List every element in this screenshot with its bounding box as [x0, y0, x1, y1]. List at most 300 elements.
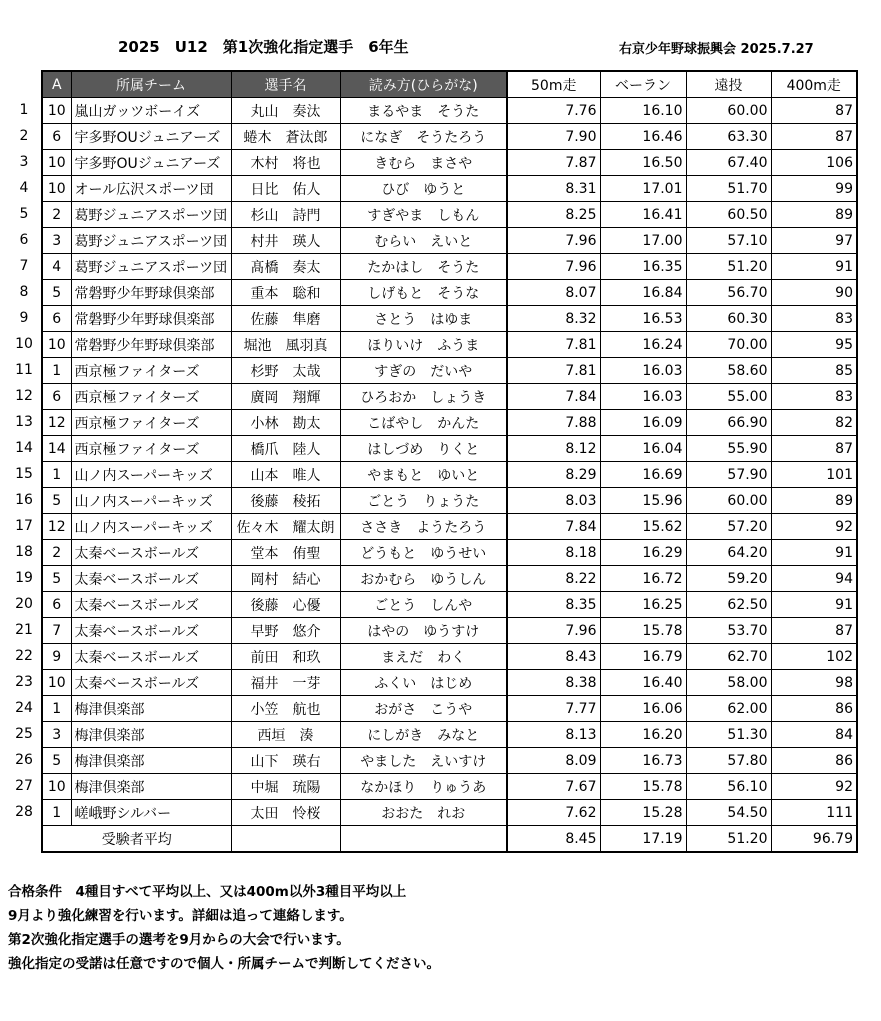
cell-long-throw: 60.50 [686, 202, 771, 228]
cell-player-name: 山本 唯人 [231, 462, 340, 488]
cell-50m: 7.87 [507, 150, 600, 176]
table-row [42, 410, 857, 436]
row-number: 16 [15, 492, 33, 508]
cell-50m: 7.77 [507, 696, 600, 722]
cell-long-throw: 54.50 [686, 800, 771, 826]
cell-team: 嵐山ガッツボーイズ [71, 98, 231, 124]
cell-base-running: 15.78 [600, 618, 686, 644]
cell-player-name: 丸山 奏汰 [231, 98, 340, 124]
cell-base-running: 16.03 [600, 358, 686, 384]
cell-50m: 7.88 [507, 410, 600, 436]
cell-400m: 90 [771, 280, 857, 306]
table-row [42, 540, 857, 566]
row-number: 12 [15, 388, 33, 404]
cell-400m: 91 [771, 540, 857, 566]
cell-long-throw: 60.30 [686, 306, 771, 332]
cell-long-throw: 60.00 [686, 488, 771, 514]
row-number: 17 [15, 518, 33, 534]
cell-player-name: 早野 悠介 [231, 618, 340, 644]
cell-50m: 7.84 [507, 514, 600, 540]
cell-400m: 102 [771, 644, 857, 670]
cell-50m: 7.76 [507, 98, 600, 124]
cell-reading: まるやま そうた [340, 98, 507, 124]
table-row [42, 566, 857, 592]
cell-team: 梅津倶楽部 [71, 748, 231, 774]
average-row [42, 826, 857, 853]
row-number: 27 [15, 778, 33, 794]
row-number: 7 [19, 258, 29, 274]
cell-base-running: 16.06 [600, 696, 686, 722]
cell-team: 常磐野少年野球倶楽部 [71, 306, 231, 332]
cell-player-name: 佐々木 耀太朗 [231, 514, 340, 540]
table-row [42, 332, 857, 358]
cell-reading: ごとう しんや [340, 592, 507, 618]
cell-team: オール広沢スポーツ団 [71, 176, 231, 202]
cell-a: 1 [42, 696, 71, 722]
cell-50m: 8.32 [507, 306, 600, 332]
cell-long-throw: 56.70 [686, 280, 771, 306]
cell-team: 太秦ベースボールズ [71, 670, 231, 696]
cell-team: 梅津倶楽部 [71, 696, 231, 722]
cell-400m: 87 [771, 98, 857, 124]
cell-400m: 111 [771, 800, 857, 826]
cell-a: 2 [42, 202, 71, 228]
cell-400m: 86 [771, 748, 857, 774]
cell-base-running: 16.24 [600, 332, 686, 358]
row-number: 28 [15, 804, 33, 820]
cell-400m: 84 [771, 722, 857, 748]
cell-400m: 91 [771, 254, 857, 280]
cell-50m: 7.96 [507, 228, 600, 254]
cell-a: 6 [42, 592, 71, 618]
average-50m: 8.45 [507, 826, 600, 853]
row-number: 22 [15, 648, 33, 664]
cell-team: 太秦ベースボールズ [71, 540, 231, 566]
cell-400m: 86 [771, 696, 857, 722]
cell-50m: 7.84 [507, 384, 600, 410]
cell-team: 宇多野OUジュニアーズ [71, 150, 231, 176]
table-row [42, 488, 857, 514]
cell-base-running: 15.28 [600, 800, 686, 826]
table-row [42, 800, 857, 826]
cell-base-running: 17.01 [600, 176, 686, 202]
table-row [42, 748, 857, 774]
table-row [42, 176, 857, 202]
row-number: 26 [15, 752, 33, 768]
cell-team: 西京極ファイターズ [71, 410, 231, 436]
cell-base-running: 16.53 [600, 306, 686, 332]
cell-long-throw: 62.00 [686, 696, 771, 722]
table-row [42, 696, 857, 722]
cell-a: 2 [42, 540, 71, 566]
table-row [42, 124, 857, 150]
cell-400m: 101 [771, 462, 857, 488]
cell-team: 宇多野OUジュニアーズ [71, 124, 231, 150]
cell-a: 7 [42, 618, 71, 644]
row-number: 9 [19, 310, 29, 326]
cell-reading: なかほり りゅうあ [340, 774, 507, 800]
col-header-team: 所属チーム [71, 71, 231, 98]
cell-team: 山ノ内スーパーキッズ [71, 514, 231, 540]
row-number: 25 [15, 726, 33, 742]
table-row [42, 592, 857, 618]
cell-long-throw: 57.10 [686, 228, 771, 254]
cell-base-running: 16.25 [600, 592, 686, 618]
cell-a: 5 [42, 280, 71, 306]
cell-400m: 89 [771, 488, 857, 514]
cell-a: 1 [42, 800, 71, 826]
row-numbers [8, 97, 40, 825]
cell-player-name: 堂本 侑聖 [231, 540, 340, 566]
cell-base-running: 16.41 [600, 202, 686, 228]
cell-a: 10 [42, 150, 71, 176]
cell-reading: にしがき みなと [340, 722, 507, 748]
cell-base-running: 16.72 [600, 566, 686, 592]
cell-400m: 89 [771, 202, 857, 228]
cell-reading: すぎやま しもん [340, 202, 507, 228]
cell-50m: 8.12 [507, 436, 600, 462]
organizer-and-date: 右京少年野球振興会 2025.7.27 [619, 42, 814, 57]
cell-a: 5 [42, 748, 71, 774]
cell-base-running: 16.50 [600, 150, 686, 176]
cell-400m: 87 [771, 618, 857, 644]
row-number: 4 [19, 180, 29, 196]
cell-400m: 91 [771, 592, 857, 618]
cell-long-throw: 64.20 [686, 540, 771, 566]
cell-reading: やました えいすけ [340, 748, 507, 774]
cell-long-throw: 67.40 [686, 150, 771, 176]
cell-base-running: 15.78 [600, 774, 686, 800]
cell-reading: たかはし そうた [340, 254, 507, 280]
col-header-reading: 読み方(ひらがな) [340, 71, 507, 98]
cell-base-running: 16.35 [600, 254, 686, 280]
cell-player-name: 西垣 湊 [231, 722, 340, 748]
cell-base-running: 16.84 [600, 280, 686, 306]
cell-player-name: 髙橋 奏太 [231, 254, 340, 280]
cell-player-name: 日比 佑人 [231, 176, 340, 202]
cell-reading: はやの ゆうすけ [340, 618, 507, 644]
col-header-name: 選手名 [231, 71, 340, 98]
cell-player-name: 佐藤 隼磨 [231, 306, 340, 332]
cell-reading: むらい えいと [340, 228, 507, 254]
cell-player-name: 小笠 航也 [231, 696, 340, 722]
table-row [42, 228, 857, 254]
cell-team: 葛野ジュニアスポーツ団 [71, 228, 231, 254]
cell-50m: 8.43 [507, 644, 600, 670]
table-row [42, 306, 857, 332]
cell-50m: 8.29 [507, 462, 600, 488]
cell-long-throw: 57.80 [686, 748, 771, 774]
table-row [42, 670, 857, 696]
cell-player-name: 山下 瑛右 [231, 748, 340, 774]
cell-player-name: 重本 聡和 [231, 280, 340, 306]
cell-player-name: 福井 一芽 [231, 670, 340, 696]
cell-reading: おおた れお [340, 800, 507, 826]
row-number: 20 [15, 596, 33, 612]
table-row [42, 644, 857, 670]
cell-team: 梅津倶楽部 [71, 774, 231, 800]
cell-base-running: 16.40 [600, 670, 686, 696]
table-row [42, 436, 857, 462]
cell-a: 5 [42, 488, 71, 514]
cell-a: 10 [42, 670, 71, 696]
table-row [42, 254, 857, 280]
cell-50m: 8.38 [507, 670, 600, 696]
cell-player-name: 廣岡 翔輝 [231, 384, 340, 410]
cell-long-throw: 55.00 [686, 384, 771, 410]
cell-base-running: 17.00 [600, 228, 686, 254]
cell-50m: 7.90 [507, 124, 600, 150]
cell-a: 1 [42, 462, 71, 488]
col-header-base-running: ベーラン [600, 71, 686, 98]
cell-400m: 106 [771, 150, 857, 176]
note-line: 9月より強化練習を行います。詳細は追って連絡します。 [8, 908, 353, 924]
cell-base-running: 16.29 [600, 540, 686, 566]
cell-a: 10 [42, 332, 71, 358]
average-long-throw: 51.20 [686, 826, 771, 853]
row-number: 2 [19, 128, 29, 144]
cell-team: 梅津倶楽部 [71, 722, 231, 748]
cell-a: 1 [42, 358, 71, 384]
cell-a: 3 [42, 228, 71, 254]
col-header-a: A [42, 71, 71, 98]
average-400m: 96.79 [771, 826, 857, 853]
cell-team: 西京極ファイターズ [71, 358, 231, 384]
cell-long-throw: 51.70 [686, 176, 771, 202]
cell-team: 常磐野少年野球倶楽部 [71, 280, 231, 306]
average-label: 受験者平均 [42, 826, 231, 853]
cell-400m: 92 [771, 774, 857, 800]
cell-player-name: 木村 将也 [231, 150, 340, 176]
cell-reading: ささき ようたろう [340, 514, 507, 540]
cell-reading: おかむら ゆうしん [340, 566, 507, 592]
row-number: 23 [15, 674, 33, 690]
cell-50m: 7.96 [507, 254, 600, 280]
cell-400m: 85 [771, 358, 857, 384]
cell-team: 常磐野少年野球倶楽部 [71, 332, 231, 358]
cell-player-name: 前田 和玖 [231, 644, 340, 670]
cell-player-name: 堀池 風羽真 [231, 332, 340, 358]
cell-base-running: 16.03 [600, 384, 686, 410]
cell-reading: すぎの だいや [340, 358, 507, 384]
cell-a: 12 [42, 514, 71, 540]
row-number: 24 [15, 700, 33, 716]
cell-base-running: 16.73 [600, 748, 686, 774]
note-line: 強化指定の受諾は任意ですので個人・所属チームで判断してください。 [8, 956, 440, 972]
cell-400m: 87 [771, 436, 857, 462]
cell-reading: こばやし かんた [340, 410, 507, 436]
row-number: 13 [15, 414, 33, 430]
cell-base-running: 16.10 [600, 98, 686, 124]
cell-reading: やまもと ゆいと [340, 462, 507, 488]
cell-a: 4 [42, 254, 71, 280]
page-title: 2025 U12 第1次強化指定選手 6年生 [118, 38, 409, 56]
cell-base-running: 16.46 [600, 124, 686, 150]
cell-50m: 7.81 [507, 332, 600, 358]
cell-a: 6 [42, 384, 71, 410]
cell-player-name: 杉山 詩門 [231, 202, 340, 228]
cell-reading: まえだ わく [340, 644, 507, 670]
cell-50m: 8.09 [507, 748, 600, 774]
cell-reading: はしづめ りくと [340, 436, 507, 462]
row-number: 6 [19, 232, 29, 248]
cell-a: 5 [42, 566, 71, 592]
average-base-running: 17.19 [600, 826, 686, 853]
cell-reading: しげもと そうな [340, 280, 507, 306]
cell-player-name: 杉野 太哉 [231, 358, 340, 384]
cell-400m: 83 [771, 306, 857, 332]
cell-long-throw: 51.20 [686, 254, 771, 280]
cell-long-throw: 62.70 [686, 644, 771, 670]
cell-400m: 99 [771, 176, 857, 202]
note-line: 第2次強化指定選手の選考を9月からの大会で行います。 [8, 932, 350, 948]
table-row [42, 384, 857, 410]
cell-player-name: 小林 勘太 [231, 410, 340, 436]
cell-player-name: 岡村 結心 [231, 566, 340, 592]
col-header-long-throw: 遠投 [686, 71, 771, 98]
cell-reading: どうもと ゆうせい [340, 540, 507, 566]
cell-a: 14 [42, 436, 71, 462]
cell-base-running: 16.69 [600, 462, 686, 488]
cell-base-running: 16.09 [600, 410, 686, 436]
cell-400m: 87 [771, 124, 857, 150]
row-number: 5 [19, 206, 29, 222]
cell-team: 葛野ジュニアスポーツ団 [71, 202, 231, 228]
cell-50m: 8.13 [507, 722, 600, 748]
table-row [42, 202, 857, 228]
cell-50m: 8.22 [507, 566, 600, 592]
cell-reading: ひび ゆうと [340, 176, 507, 202]
col-header-50m: 50m走 [507, 71, 600, 98]
cell-400m: 94 [771, 566, 857, 592]
cell-long-throw: 57.20 [686, 514, 771, 540]
cell-a: 10 [42, 176, 71, 202]
cell-reading: ほりいけ ふうま [340, 332, 507, 358]
cell-50m: 8.31 [507, 176, 600, 202]
cell-long-throw: 70.00 [686, 332, 771, 358]
cell-team: 太秦ベースボールズ [71, 618, 231, 644]
cell-player-name: 太田 怜桜 [231, 800, 340, 826]
cell-50m: 7.67 [507, 774, 600, 800]
table-row [42, 774, 857, 800]
cell-400m: 83 [771, 384, 857, 410]
cell-reading: ごとう りょうた [340, 488, 507, 514]
row-number: 21 [15, 622, 33, 638]
row-number: 18 [15, 544, 33, 560]
cell-long-throw: 58.60 [686, 358, 771, 384]
cell-50m: 8.18 [507, 540, 600, 566]
note-line: 合格条件 4種目すべて平均以上、又は400m以外3種目平均以上 [8, 884, 407, 900]
cell-player-name: 中堀 琉陽 [231, 774, 340, 800]
cell-team: 嵯峨野シルバー [71, 800, 231, 826]
row-number: 15 [15, 466, 33, 482]
table-row [42, 280, 857, 306]
cell-long-throw: 59.20 [686, 566, 771, 592]
cell-base-running: 16.20 [600, 722, 686, 748]
cell-player-name: 後藤 稜拓 [231, 488, 340, 514]
cell-reading: になぎ そうたろう [340, 124, 507, 150]
notes [8, 880, 440, 976]
row-number: 8 [19, 284, 29, 300]
table-row [42, 514, 857, 540]
cell-a: 10 [42, 98, 71, 124]
cell-a: 6 [42, 306, 71, 332]
cell-50m: 7.96 [507, 618, 600, 644]
cell-long-throw: 56.10 [686, 774, 771, 800]
cell-player-name: 橋爪 陸人 [231, 436, 340, 462]
table-row [42, 722, 857, 748]
cell-base-running: 15.62 [600, 514, 686, 540]
cell-team: 太秦ベースボールズ [71, 566, 231, 592]
table-row [42, 462, 857, 488]
row-number: 11 [15, 362, 33, 378]
cell-400m: 98 [771, 670, 857, 696]
cell-400m: 97 [771, 228, 857, 254]
cell-long-throw: 60.00 [686, 98, 771, 124]
col-header-400m: 400m走 [771, 71, 857, 98]
cell-player-name: 後藤 心優 [231, 592, 340, 618]
cell-base-running: 16.79 [600, 644, 686, 670]
cell-team: 西京極ファイターズ [71, 436, 231, 462]
cell-400m: 95 [771, 332, 857, 358]
cell-long-throw: 66.90 [686, 410, 771, 436]
cell-a: 9 [42, 644, 71, 670]
cell-50m: 8.03 [507, 488, 600, 514]
cell-base-running: 16.04 [600, 436, 686, 462]
cell-long-throw: 58.00 [686, 670, 771, 696]
cell-50m: 8.35 [507, 592, 600, 618]
cell-a: 10 [42, 774, 71, 800]
cell-400m: 82 [771, 410, 857, 436]
results-table [41, 70, 858, 853]
average-empty-cell [340, 826, 507, 853]
row-number: 1 [19, 102, 29, 118]
cell-long-throw: 57.90 [686, 462, 771, 488]
cell-team: 葛野ジュニアスポーツ団 [71, 254, 231, 280]
cell-long-throw: 63.30 [686, 124, 771, 150]
cell-team: 山ノ内スーパーキッズ [71, 488, 231, 514]
cell-reading: さとう はゆま [340, 306, 507, 332]
cell-50m: 8.07 [507, 280, 600, 306]
cell-reading: おがさ こうや [340, 696, 507, 722]
cell-50m: 7.62 [507, 800, 600, 826]
table-row [42, 618, 857, 644]
row-number: 19 [15, 570, 33, 586]
table-row [42, 150, 857, 176]
row-number: 10 [15, 336, 33, 352]
cell-a: 6 [42, 124, 71, 150]
cell-player-name: 村井 瑛人 [231, 228, 340, 254]
cell-a: 3 [42, 722, 71, 748]
average-empty-cell [231, 826, 340, 853]
cell-reading: ひろおか しょうき [340, 384, 507, 410]
table-header-row [42, 71, 857, 98]
cell-long-throw: 53.70 [686, 618, 771, 644]
cell-base-running: 15.96 [600, 488, 686, 514]
cell-team: 太秦ベースボールズ [71, 592, 231, 618]
cell-a: 12 [42, 410, 71, 436]
cell-team: 山ノ内スーパーキッズ [71, 462, 231, 488]
cell-long-throw: 62.50 [686, 592, 771, 618]
table-row [42, 98, 857, 124]
row-number: 14 [15, 440, 33, 456]
cell-long-throw: 55.90 [686, 436, 771, 462]
cell-team: 太秦ベースボールズ [71, 644, 231, 670]
cell-long-throw: 51.30 [686, 722, 771, 748]
cell-player-name: 蜷木 蒼汰郎 [231, 124, 340, 150]
cell-50m: 8.25 [507, 202, 600, 228]
cell-team: 西京極ファイターズ [71, 384, 231, 410]
